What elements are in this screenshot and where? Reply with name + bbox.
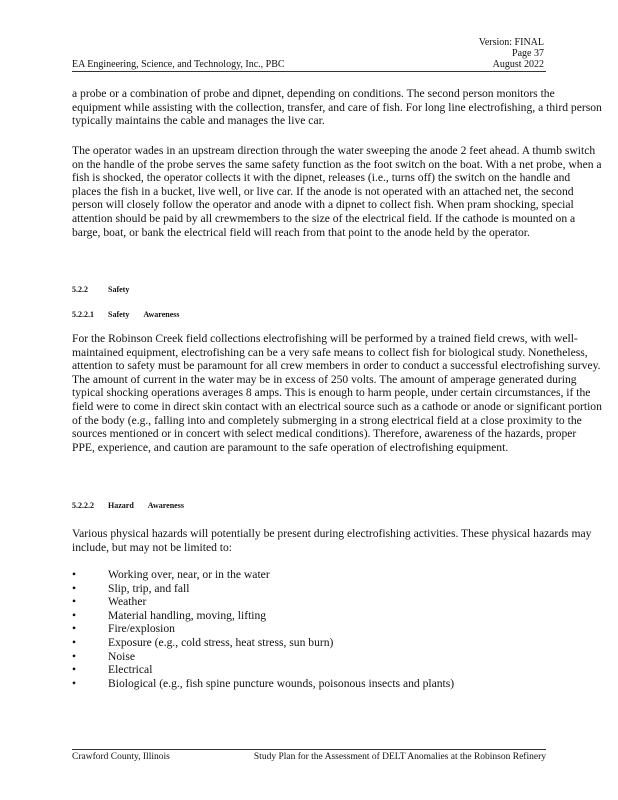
list-item-text: Noise	[108, 649, 136, 663]
page-header-meta	[479, 37, 544, 70]
document-date: August 2022	[492, 59, 544, 70]
list-item-text: Electrical	[108, 663, 153, 677]
bullet-icon: •	[72, 568, 77, 581]
section-heading-5-2-2-2	[72, 501, 198, 511]
paragraph-safety-awareness: For the Robinson Creek field collections electrofishing will be performed by a trained field crews, with well-maintained equipment, electrofishing can be a very safe means to collect fish for biological study. Nonetheless, attention to safety must be paramount for all crew members in order to conduct a successful electrofishing survey. The amount of current in the water may be in excess of 250 volts. The amount of amperage generated during typical shocking operations averages 8 amps. This is enough to harm people, under certain circumstances, if the field were to come in direct skin contact with an electrical source such as a cathode or anode or significant portion of the body (e.g., falling into and completely submerging in a strong electrical field at a close proximity to the sources mentioned or in concert with select medical conditions). Therefore, awareness of the hazards, proper PPE, experience, and caution are paramount to the safe operation of electrofishing equipment.	[72, 332, 602, 454]
section-title-word: Safety	[108, 285, 130, 294]
section-number: 5.2.2.2	[72, 501, 94, 510]
list-item-text: Fire/explosion	[108, 622, 175, 636]
bullet-icon: •	[72, 622, 77, 636]
bullet-icon: •	[72, 581, 77, 595]
section-number: 5.2.2.1	[72, 310, 94, 319]
bullet-icon: •	[72, 663, 77, 677]
bullet-icon: •	[72, 649, 77, 663]
list-item	[72, 568, 572, 582]
list-item-text: Working over, near, or in the water	[108, 568, 270, 581]
hazard-list	[72, 568, 572, 690]
list-item	[72, 582, 572, 596]
list-item-text: Exposure (e.g., cold stress, heat stress, sun burn)	[108, 635, 334, 649]
footer-document-title: Study Plan for the Assessment of DELT Anomalies at the Robinson Refinery	[253, 752, 546, 762]
bullet-icon: •	[72, 595, 77, 609]
footer-divider	[72, 749, 546, 750]
paragraph-hazard-intro: Various physical hazards will potentially be present during electrofishing activities. These physical hazards may include, but may not be limited to:	[72, 527, 592, 554]
list-item	[72, 595, 572, 609]
list-item	[72, 650, 572, 664]
header-divider	[72, 71, 546, 72]
list-item-text: Slip, trip, and fall	[108, 581, 190, 595]
section-number: 5.2.2	[72, 285, 88, 294]
section-heading-5-2-2	[72, 285, 143, 295]
paragraph-operator-wading: The operator wades in an upstream direction through the water sweeping the anode 2 feet ahead. A thumb switch on the handle of the probe serves the same safety function as the foot switch on the boat. With a net probe, when a fish is shocked, the operator collects it with the dipnet, releases (i.e., turns off) the switch on the handle and places the fish in a bucket, live well, or live car. If the anode is not operated with an attached net, the second person will closely follow the operator and anode with a dipnet to collect fish. When pram shocking, special attention should be paid by all crewmembers to the size of the electrical field. If the cathode is mounted on a barge, boat, or bank the electrical field will reach from that point to the anode held by the operator.	[72, 144, 602, 239]
bullet-icon: •	[72, 608, 77, 622]
section-title-word: Awareness	[143, 310, 180, 319]
page-number: Page 37	[512, 48, 544, 59]
list-item	[72, 622, 572, 636]
list-item-text: Material handling, moving, lifting	[108, 608, 267, 622]
section-title-word: Safety	[108, 310, 130, 319]
list-item	[72, 609, 572, 623]
list-item	[72, 663, 572, 677]
version-label: Version: FINAL	[478, 37, 544, 48]
bullet-icon: •	[72, 676, 77, 690]
section-heading-5-2-2-1	[72, 310, 193, 320]
list-item	[72, 636, 572, 650]
bullet-icon: •	[72, 635, 77, 649]
company-name: EA Engineering, Science, and Technology, Inc., PBC	[72, 59, 285, 70]
list-item	[72, 677, 572, 691]
section-title-word: Awareness	[147, 501, 184, 510]
list-item-text: Biological (e.g., fish spine puncture wounds, poisonous insects and plants)	[108, 676, 455, 690]
paragraph-probe-dipnet: a probe or a combination of probe and dipnet, depending on conditions. The second person monitors the equipment while assisting with the collection, transfer, and care of fish. For long line electrofishing, a third person typically maintains the cable and manages the live car.	[72, 87, 602, 128]
list-item-text: Weather	[108, 595, 147, 609]
footer-location: Crawford County, Illinois	[72, 752, 170, 762]
section-title-word: Hazard	[108, 501, 134, 510]
